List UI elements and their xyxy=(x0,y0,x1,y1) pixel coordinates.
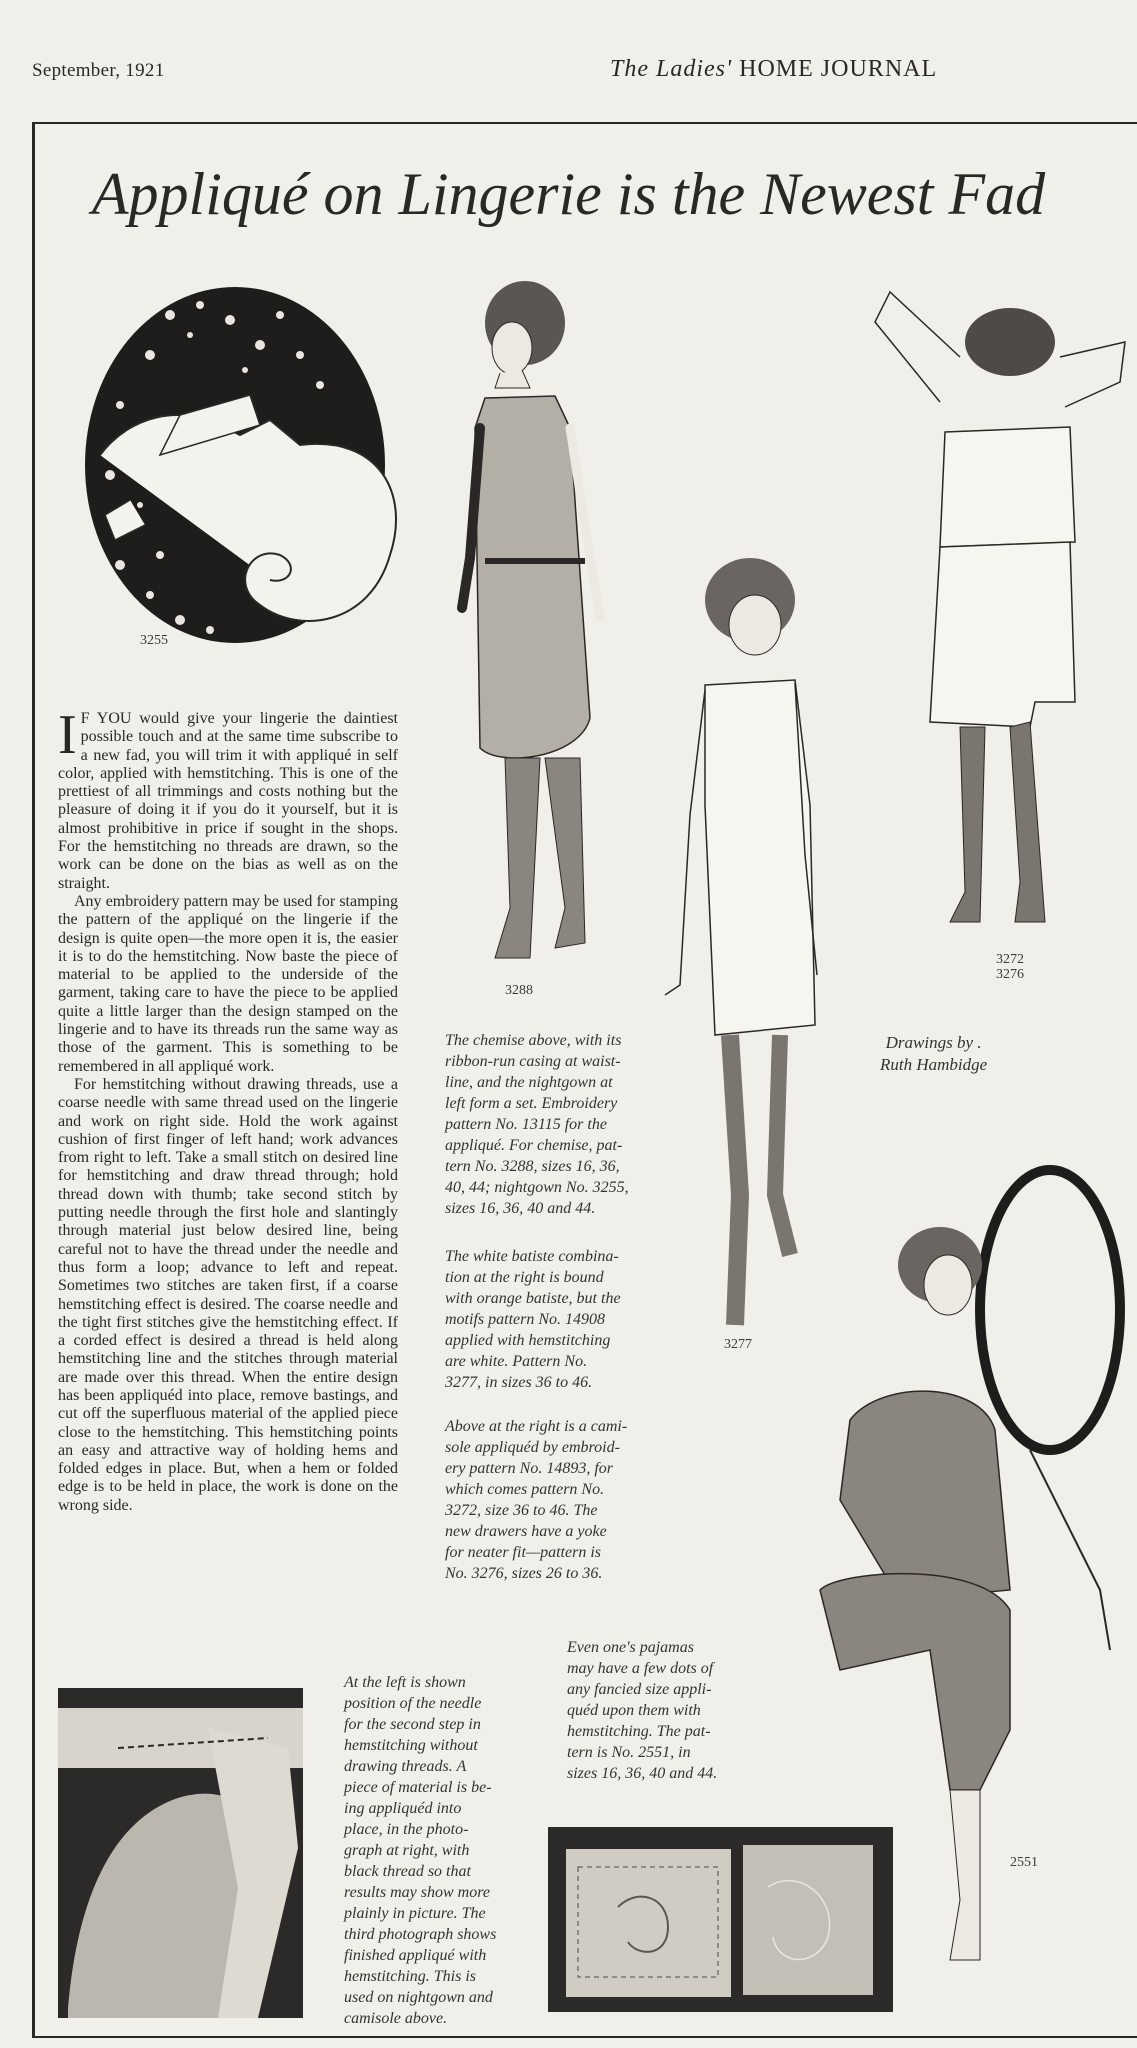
needle-photograph xyxy=(58,1688,303,2018)
journal-name: HOME JOURNAL xyxy=(739,56,938,82)
caption-camisole: Above at the right is a cami- sole appliquéd by embroid- ery pattern No. 14893, for which comes pattern No. 3272, size 36 to 46. The new drawers have a yoke for neater fit—pattern is No. 3276, sizes 26 to 36. xyxy=(445,1418,628,1582)
illustration-credit xyxy=(880,1032,987,1076)
figure-number-camisole-1: 3272 xyxy=(996,952,1024,967)
drop-cap: I xyxy=(58,704,77,766)
figure-number-nightgown: 3255 xyxy=(140,633,168,648)
masthead-journal-title xyxy=(610,56,937,83)
credit-line-1: Drawings by . xyxy=(885,1033,982,1052)
masthead-date: September, 1921 xyxy=(32,60,165,81)
chemise-figure-illustration xyxy=(440,278,640,978)
caption-pajamas: Even one's pajamas may have a few dots of any fancied size appli- quéd upon them with hemstitching. The pat- tern is No. 2551, in sizes 16, 36, 40 and 44. xyxy=(567,1639,718,1782)
figure-numbers-camisole xyxy=(996,952,1024,982)
figure-number-chemise: 3288 xyxy=(505,983,533,998)
article-body xyxy=(58,704,398,1515)
nightgown-illustration xyxy=(60,275,420,645)
caption-chemise: The chemise above, with its ribbon-run casing at waist- line, and the nightgown at left form a set. Embroidery pattern No. 13115 for the appliqué. For chemise, pat- tern No. 3288, sizes 16, 36, 40, 44; nightgown No. 3255, sizes 16, 36, 40 and 44. xyxy=(445,1032,629,1217)
journal-script-title: The Ladies' xyxy=(610,56,733,82)
applique-photographs xyxy=(548,1827,893,2012)
article-paragraph-3: For hemstitching without drawing threads, use a coarse needle with same thread used on the lingerie and work on right side. Hold the work against cushion of first finger of left hand; work advances from right to left. Take a small stitch on desired line for hemstitching and draw thread through; hold thread down with thumb; take second stitch by putting needle through the first hole and slantingly through material just below desired line, being careful not to have the thread under the needle and thus form a loop; advance to left and repeat. Sometimes two stitches are taken first, if a coarse hemstitching effect is desired. The coarse needle and the tight first stitches give the hemstitching effect. If a corded effect is desired a thread is held along hemstitching line and the stitches through material are made over this thread. When the entire design has been appliquéd into place, remove bastings, and cut off the superfluous material of the applied piece close to the hemstitching. This hemstitching points an easy and attractive way of holding hems and folded edges in place. But, when a hem or folded edge is to be held in place, the work is done on the wrong side. xyxy=(58,1075,398,1514)
article-paragraph-2: Any embroidery pattern may be used for stamping the pattern of the appliqué on the lingerie if the design is quite open—the more open it is, the easier it is to do the hemstitching. Now baste the piece of material to be applied to the underside of the garment, taking care to have the piece to be applied quite a little larger than the design stamped on the lingerie and to have its threads run the same way as those of the garment. This is something to be remembered in all appliqué work. xyxy=(58,892,398,1075)
caption-combination: The white batiste combina- tion at the right is bound with orange batiste, but the motifs pattern No. 14908 applied with hemstitching are white. Pattern No. 3277, in sizes 36 to 46. xyxy=(445,1248,621,1391)
credit-line-2: Ruth Hambidge xyxy=(880,1055,988,1074)
page-headline: Appliqué on Lingerie is the Newest Fad xyxy=(91,161,1046,227)
article-paragraph-1: I F YOU would give your lingerie the daintiest possible touch and at the same time subscribe to a new fad, you will trim it with appliqué in self color, applied with hemstitching. This is one of the prettiest of all trimmings and costs nothing but the pleasure of doing it if you do it yourself, but it is almost prohibitive in price if sought in the shops. For the hemstitching no threads are drawn, so the work can be done on the bias as well as on the straight. xyxy=(58,704,398,892)
figure-number-pajamas: 2551 xyxy=(1010,1855,1038,1870)
figure-number-camisole-2: 3276 xyxy=(996,967,1024,982)
figure-number-combination: 3277 xyxy=(724,1337,752,1352)
camisole-figure-illustration xyxy=(870,282,1130,952)
caption-needle: At the left is shown position of the needle for the second step in hemstitching without drawing threads. A piece of material is be- ing appliquéd into place, in the photo- graph at right, with black thread so that results may show more plainly in picture. The third photograph shows finished appliqué with hemstitching. This is used on nightgown and camisole above. xyxy=(344,1674,497,2027)
